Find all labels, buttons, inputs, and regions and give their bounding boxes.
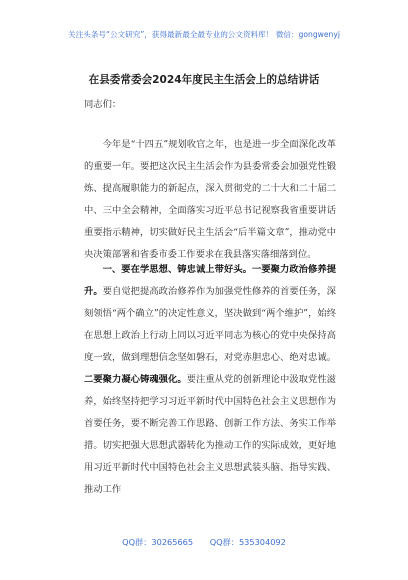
section-heading: 一、要在学思想、铸忠诚上带好头。一要聚力政治修养提升。	[84, 264, 336, 297]
document-title: 在县委常委会2024年度民主生活会上的总结讲话	[88, 74, 320, 86]
salutation: 同志们：	[84, 99, 122, 110]
qq-group-2: QQ群：535304092	[209, 537, 286, 547]
qq-group-1: QQ群：30265665	[122, 537, 194, 547]
paragraph-1: 今年是“十四五”规划收官之年，也是进一步全面深化改革的重要一年。要把这次民主生活会作为县委常委会加强党性锻炼、提高履职能力的新起点，深入贯彻党的二十大和二十届二中、三中全会精神，全面落实习近平总书记视察我省重要讲话重要指示精神，切实做好民主生活会“后半篇文章”，推动党中央决策部署和省委市委工作要求在我县落实落细落到位。	[84, 139, 336, 260]
subsection-heading: 二要聚力凝心铸魂强化。	[84, 374, 187, 385]
paragraph-2	[84, 259, 336, 501]
paragraph-2-text: 要自觉把提高政治修养作为加强党性修养的首要任务，深刻领悟“两个确立”的决定性意义，坚决做到“两个维护”，始终在思想上政治上行动上同以习近平同志为核心的党中央保持高度一致，做到理想信念坚如磐石，对党赤胆忠心、绝对忠诚。	[84, 286, 336, 363]
paragraph-2-text-cont: 要注重从党的创新理论中汲取党性滋养，始终坚持把学习习近平新时代中国特色社会主义思想作为首要任务，要不断完善工作思路、创新工作方法、务实工作举措。切实把强大思想武器转化为推动工作的实际成效，更好地用习近平新时代中国特色社会主义思想武装头脑、指导实践、推动工作	[84, 374, 336, 495]
footer-contact	[0, 537, 408, 548]
header-notice: 关注头条号“公文研究”，获得最新最全最专业的公文资料库！ 微信：gongwenyj	[68, 30, 340, 39]
